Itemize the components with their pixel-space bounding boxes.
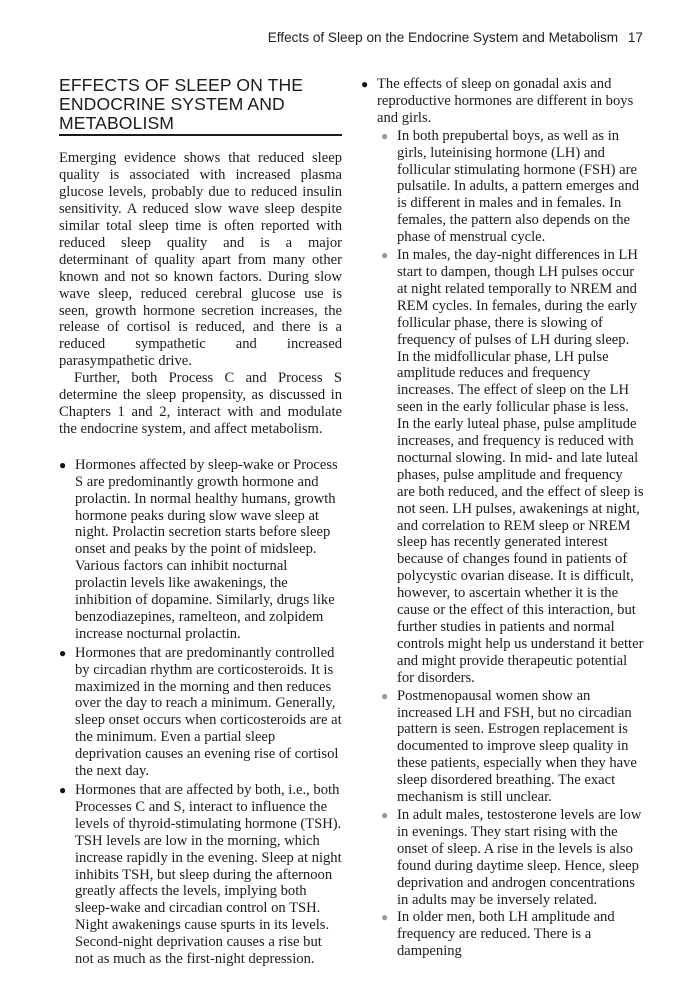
bullet-list [361,76,644,960]
bullet-list [59,457,342,968]
list-item [59,457,342,643]
section-heading [59,76,342,136]
left-column [59,76,342,970]
bullet-icon: ● [59,457,67,472]
list-item [361,76,644,960]
sub-bullet-list [377,128,644,960]
sub-bullet-icon: ● [381,248,389,263]
sub-bullet-icon: ● [381,910,389,925]
sub-bullet-icon: ● [381,128,389,143]
running-title: Effects of Sleep on the Endocrine System and Metabolism [267,30,619,45]
sub-list-item [377,128,644,246]
sub-bullet-icon: ● [381,688,389,703]
section-heading-line-3: METABOLISM [59,112,175,133]
list-item-text: Hormones that are affected by both, i.e., both Processes C and S, interact to influence the levels of thyroid-stimulating hormone (TSH). TSH levels are low in the morning, which increase rapidly in the evening. Sleep at night inhibits TSH, but sleep during the afternoon greatly affects the levels, implying both sleep-wake and circadian control on TSH. Night awakenings cause spurts in its levels. Second-night deprivation causes a rise but not as much as the first-night depression. [75,782,342,968]
sub-list-item-text: Postmenopausal women show an increased LH and FSH, but no circadian pattern is seen. Estrogen replacement is documented to improve sleep quality in these patients, especially when they have sleep disordered breathing. The exact mechanism is still unclear. [397,687,637,806]
sub-list-item [377,909,644,960]
running-header [268,30,643,45]
page-number: 17 [627,30,643,45]
bullet-icon: ● [59,645,67,660]
sub-list-item-text: In older men, both LH amplitude and frequency are reduced. There is a dampening [397,909,615,960]
sub-list-item [377,688,644,806]
list-item-text: The effects of sleep on gonadal axis and reproductive hormones are different in boys and girls. [377,76,634,126]
sub-list-item-text: In both prepubertal boys, as well as in girls, luteinising hormone (LH) and follicular stimulating hormone (FSH) are pulsatile. In adults, a pattern emerges and is different in males and in females. In females, the pattern also depends on the phase of menstrual cycle. [397,127,640,246]
list-item [59,782,342,968]
sub-list-item [377,807,644,908]
list-item-text: Hormones affected by sleep-wake or Process S are predominantly growth hormone and prolactin. In normal healthy humans, growth hormone peaks during slow wave sleep at night. Prolactin secretion starts before sleep onset and peaks by the point of midsleep. Various factors can inhibit nocturnal prolactin levels like awakenings, the inhibition of dopamine. Similarly, drugs like benzodiazepines, ramelteon, and zolpidem increase nocturnal prolactin. [75,456,338,642]
body-paragraph: Emerging evidence shows that reduced sleep quality is associated with increased plasma glucose levels, probably due to reduced insulin sensitivity. A reduced slow wave sleep despite similar total sleep time is often reported with reduced sleep quality and is a major determinant of quality apart from many other known and not so known factors. During slow wave sleep, reduced cerebral glucose use is seen, growth hormone secretion increases, the release of cortisol is reduced, and there is a reduced sympathetic and increased parasympathetic drive. [59,150,342,370]
list-item-text: Hormones that are predominantly controlled by circadian rhythm are corticosteroids. It is maximized in the morning and then reduces over the day to reach a minimum. Generally, sleep onset occurs when corticosteroids are at the minimum. Even a partial sleep deprivation causes an evening rise of cortisol the next day. [75,644,342,780]
right-column [361,76,644,962]
bullet-icon: ● [59,783,67,798]
list-item [59,645,342,780]
body-paragraph: Further, both Process C and Process S determine the sleep propensity, as discussed in Chapters 1 and 2, interact with and modulate the endocrine system, and affect metabolism. [59,370,342,437]
section-heading-line-2: ENDOCRINE SYSTEM AND [59,93,285,114]
section-heading-line-1: EFFECTS OF SLEEP ON THE [59,75,304,95]
sub-list-item [377,247,644,687]
sub-list-item-text: In males, the day-night differences in LH start to dampen, though LH pulses occur at night related temporally to NREM and REM cycles. In females, during the early follicular phase, there is slowing of frequency of pulses of LH during sleep. In the midfollicular phase, LH pulse amplitude reduces and frequency increases. The effect of sleep on the LH seen in the early follicular phase is less. In the early luteal phase, pulse amplitude increases, and frequency is reduced with nocturnal slowing. In mid- and late luteal phases, pulse amplitude and frequency are both reduced, and the effect of sleep is not seen. LH pulses, awakenings at night, and correlation to REM sleep or NREM sleep has recently generated interest because of changes found in patients of polycystic ovarian disease. It is difficult, however, to ascertain whether it is the cause or the effect of this interaction, but further studies in patients and normal controls might help us understand it better and might provide therapeutic potential for disorders. [397,247,644,686]
sub-bullet-icon: ● [381,807,389,822]
sub-list-item-text: In adult males, testosterone levels are low in evenings. They start rising with the onset of sleep. A rise in the levels is also found during daytime sleep. Hence, sleep deprivation and androgen concentrations in adults may be inversely related. [397,806,642,908]
bullet-icon: ● [361,77,369,91]
